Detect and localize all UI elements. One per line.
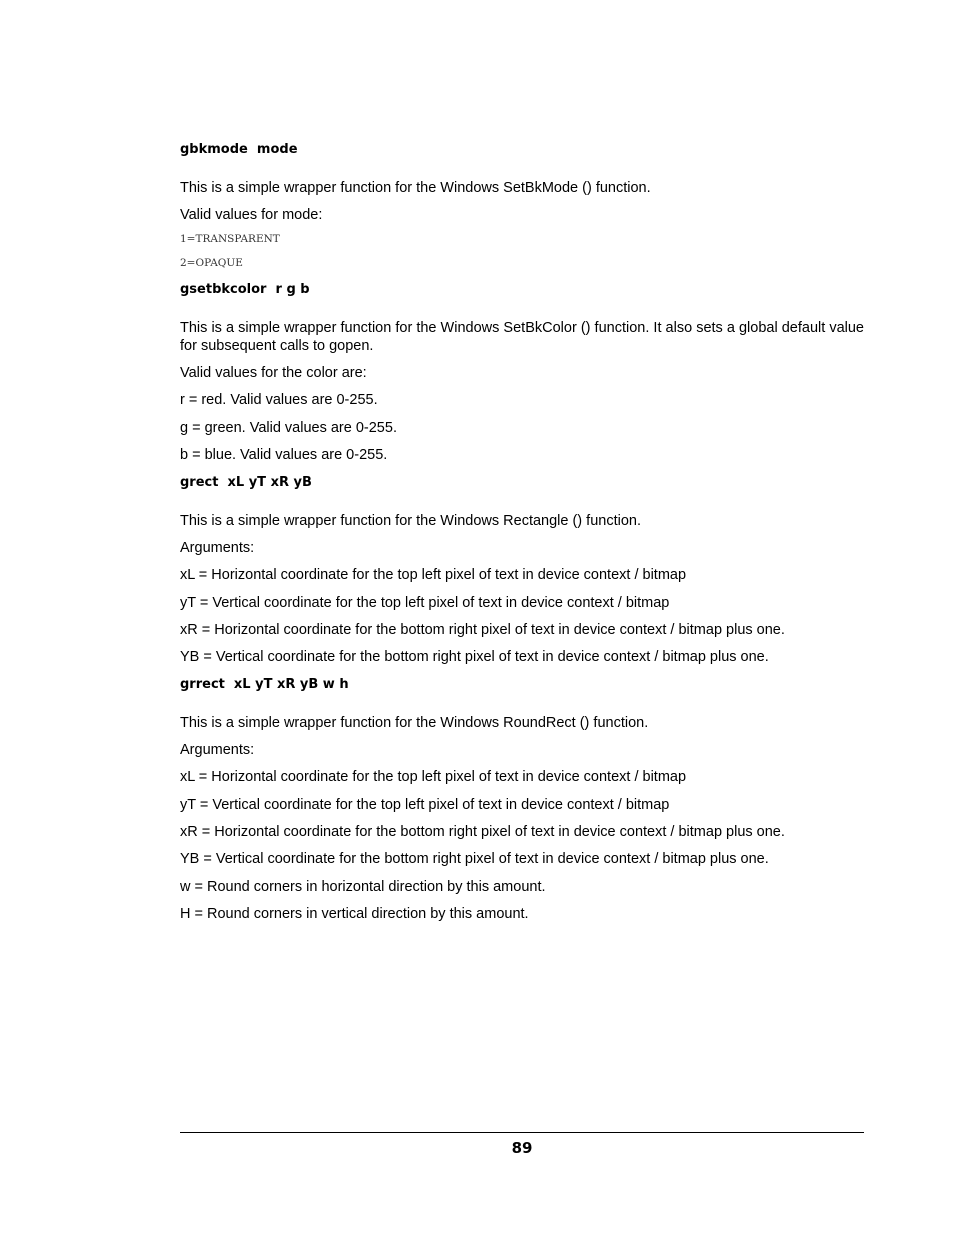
grrect-args-intro: Arguments: bbox=[180, 742, 255, 758]
grrect-arg-xl: xL = Horizontal coordinate for the top left pixel of text in device context / bitmap bbox=[180, 769, 687, 785]
gbkmode-value-opaque: 2=OPAQUE bbox=[180, 257, 243, 269]
grrect-description: This is a simple wrapper function for the Windows RoundRect () function. bbox=[180, 715, 649, 731]
grrect-arg-yb: YB = Vertical coordinate for the bottom right pixel of text in device context / bitmap plus one. bbox=[180, 851, 769, 867]
grect-arg-xr: xR = Horizontal coordinate for the bottom right pixel of text in device context / bitmap plus one. bbox=[180, 622, 785, 638]
gsetbkcolor-value-b: b = blue. Valid values are 0-255. bbox=[180, 447, 388, 463]
grrect-arg-w: w = Round corners in horizontal direction by this amount. bbox=[180, 879, 546, 895]
grrect-arg-yt: yT = Vertical coordinate for the top left pixel of text in device context / bitmap bbox=[180, 797, 670, 813]
gbkmode-valid-intro: Valid values for mode: bbox=[180, 207, 323, 223]
grect-arg-yt: yT = Vertical coordinate for the top left pixel of text in device context / bitmap bbox=[180, 595, 670, 611]
gbkmode-heading: gbkmode mode bbox=[180, 142, 298, 157]
document-page bbox=[180, 0, 864, 1235]
grect-arg-yb: YB = Vertical coordinate for the bottom right pixel of text in device context / bitmap plus one. bbox=[180, 649, 769, 665]
gsetbkcolor-description: This is a simple wrapper function for the Windows SetBkColor () function. It also sets a global default value for subsequent calls to gopen. bbox=[180, 320, 864, 354]
grect-description: This is a simple wrapper function for the Windows Rectangle () function. bbox=[180, 513, 641, 529]
gsetbkcolor-value-g: g = green. Valid values are 0-255. bbox=[180, 420, 397, 436]
grrect-heading: grrect xL yT xR yB w h bbox=[180, 677, 349, 692]
grect-arg-xl: xL = Horizontal coordinate for the top left pixel of text in device context / bitmap bbox=[180, 567, 687, 583]
gsetbkcolor-heading: gsetbkcolor r g b bbox=[180, 282, 310, 297]
gbkmode-description: This is a simple wrapper function for the Windows SetBkMode () function. bbox=[180, 180, 651, 196]
gsetbkcolor-value-r: r = red. Valid values are 0-255. bbox=[180, 392, 378, 408]
footer-divider bbox=[180, 1132, 864, 1133]
gsetbkcolor-valid-intro: Valid values for the color are: bbox=[180, 365, 367, 381]
grect-args-intro: Arguments: bbox=[180, 540, 255, 556]
grrect-arg-xr: xR = Horizontal coordinate for the bottom right pixel of text in device context / bitmap plus one. bbox=[180, 824, 785, 840]
grect-heading: grect xL yT xR yB bbox=[180, 475, 312, 490]
grrect-arg-h: H = Round corners in vertical direction by this amount. bbox=[180, 906, 529, 922]
page-number: 89 bbox=[511, 1139, 533, 1157]
gbkmode-value-transparent: 1=TRANSPARENT bbox=[180, 233, 280, 245]
